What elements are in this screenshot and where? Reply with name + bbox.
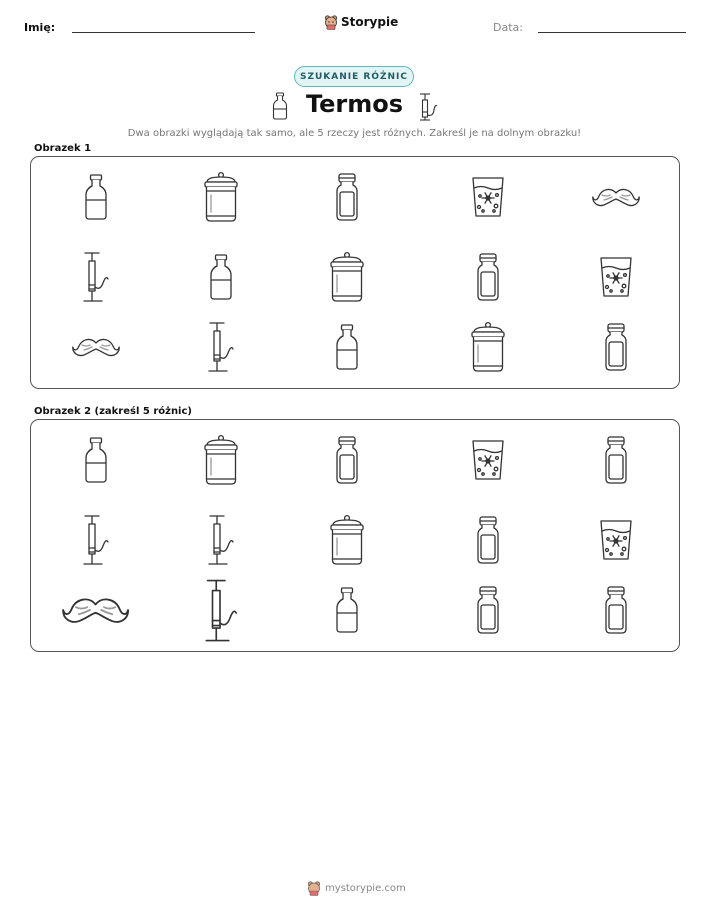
vial-icon [605, 436, 627, 484]
brand-logo [324, 14, 398, 30]
cup-icon [600, 519, 632, 561]
jar-icon [470, 322, 506, 372]
name-label: Imię: [24, 21, 56, 34]
vial-icon [605, 586, 627, 634]
bear-icon [324, 14, 338, 30]
milk-bottle-icon [209, 254, 233, 300]
vial-icon [336, 173, 358, 221]
mustache-icon [592, 187, 640, 207]
pump-icon [83, 251, 109, 303]
milk-bottle-icon [84, 437, 108, 483]
vial-icon [477, 586, 499, 634]
mustache-icon [72, 337, 120, 357]
pump-icon [208, 321, 234, 373]
pump-icon [83, 514, 109, 566]
jar-icon [203, 435, 239, 485]
cup-icon [472, 176, 504, 218]
date-line [538, 32, 686, 33]
footer-bear-icon [307, 880, 321, 896]
picture2-panel [30, 419, 680, 652]
jar-icon [329, 515, 365, 565]
vial-icon [477, 516, 499, 564]
vial-icon [336, 436, 358, 484]
footer-url: mystorypie.com [325, 882, 406, 894]
picture2-label: Obrazek 2 (zakreśl 5 różnic) [34, 406, 192, 417]
footer [307, 880, 406, 896]
vial-icon [477, 253, 499, 301]
jar-icon [329, 252, 365, 302]
cup-icon [472, 439, 504, 481]
milk-bottle-icon [335, 324, 359, 370]
name-line [72, 32, 255, 33]
brand-name: Storypie [341, 15, 399, 29]
category-badge: SZUKANIE RÓŻNIC [294, 66, 414, 87]
mustache-icon [62, 596, 129, 624]
title-pump-icon [418, 92, 440, 126]
vial-icon [605, 323, 627, 371]
milk-bottle-icon [84, 174, 108, 220]
date-label: Data: [493, 21, 523, 34]
picture1-label: Obrazek 1 [34, 143, 92, 154]
milk-bottle-icon [335, 587, 359, 633]
picture1-panel [30, 156, 680, 389]
jar-icon [203, 172, 239, 222]
cup-icon [600, 256, 632, 298]
pump-icon [205, 578, 238, 643]
instructions: Dwa obrazki wyglądają tak samo, ale 5 rzeczy jest różnych. Zakreśl je na dolnym obrazku! [127, 128, 582, 139]
page-title: Termos [305, 90, 404, 118]
pump-icon [208, 514, 234, 566]
